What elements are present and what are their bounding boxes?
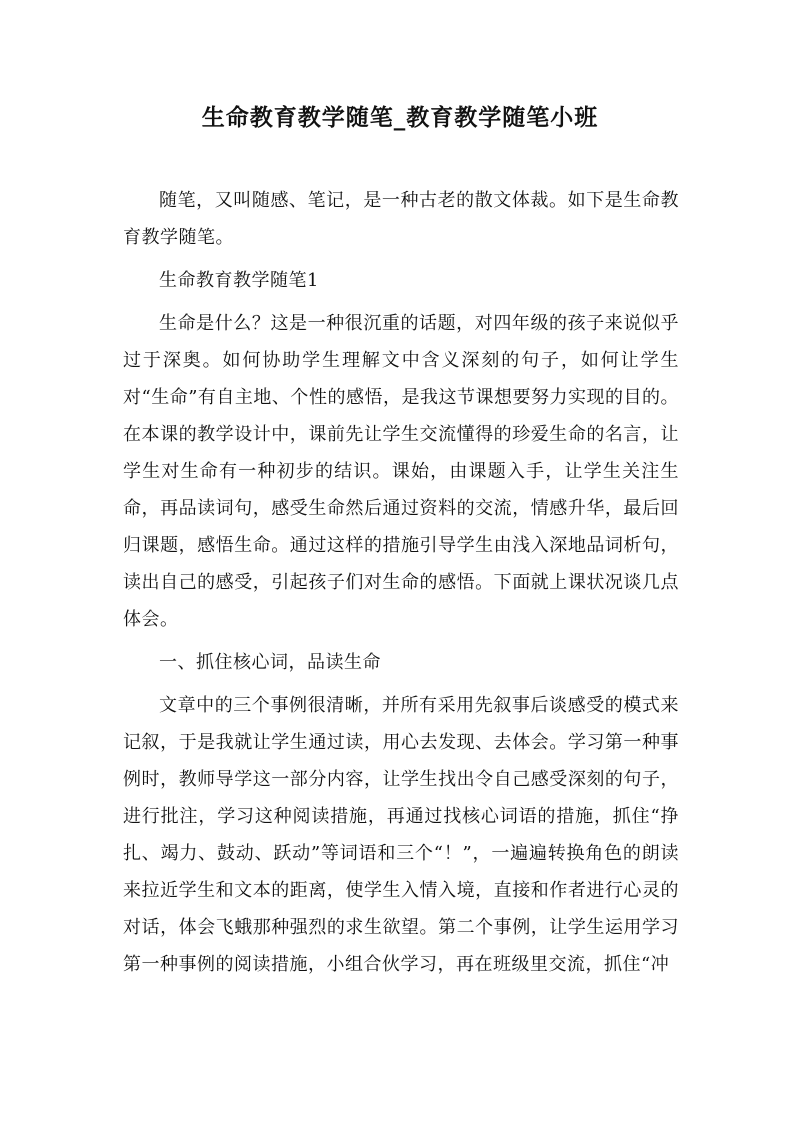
document-body bbox=[123, 182, 679, 989]
body-paragraph: 生命是什么？这是一种很沉重的话题，对四年级的孩子来说似乎过于深奥。如何协助学生理解文中含义深刻的句子，如何让学生对“生命”有自主地、个性的感悟，是我这节课想要努力实现的目的。在本课的教学设计中，课前先让学生交流懂得的珍爱生命的名言，让学生对生命有一种初步的结识。课始，由课题入手，让学生关注生命，再品读词句，感受生命然后通过资料的交流，情感升华，最后回归课题，感悟生命。通过这样的措施引导学生由浅入深地品词析句，读出自己的感受，引起孩子们对生命的感悟。下面就上课状况谈几点体会。 bbox=[123, 313, 679, 630]
section-heading: 生命教育教学随笔1 bbox=[159, 270, 319, 291]
document-title: 生命教育教学随笔_教育教学随笔小班 bbox=[201, 104, 599, 131]
subsection-heading: 一、抓住核心词，品读生命 bbox=[159, 652, 381, 673]
intro-paragraph: 随笔，又叫随感、笔记，是一种古老的散文体裁。如下是生命教育教学随笔。 bbox=[123, 190, 679, 248]
body-paragraph: 文章中的三个事例很清晰，并所有采用先叙事后谈感受的模式来记叙，于是我就让学生通过读，用心去发现、去体会。学习第一种事例时，教师导学这一部分内容，让学生找出令自己感受深刻的句子，进行批注，学习这种阅读措施，再通过找核心词语的措施，抓住“挣扎、竭力、鼓动、跃动”等词语和三个“！”，一遍遍转换角色的朗读来拉近学生和文本的距离，使学生入情入境，直接和作者进行心灵的对话，体会飞蛾那种强烈的求生欲望。第二个事例，让学生运用学习第一种事例的阅读措施，小组合伙学习，再在班级里交流，抓住“冲 bbox=[123, 695, 679, 975]
